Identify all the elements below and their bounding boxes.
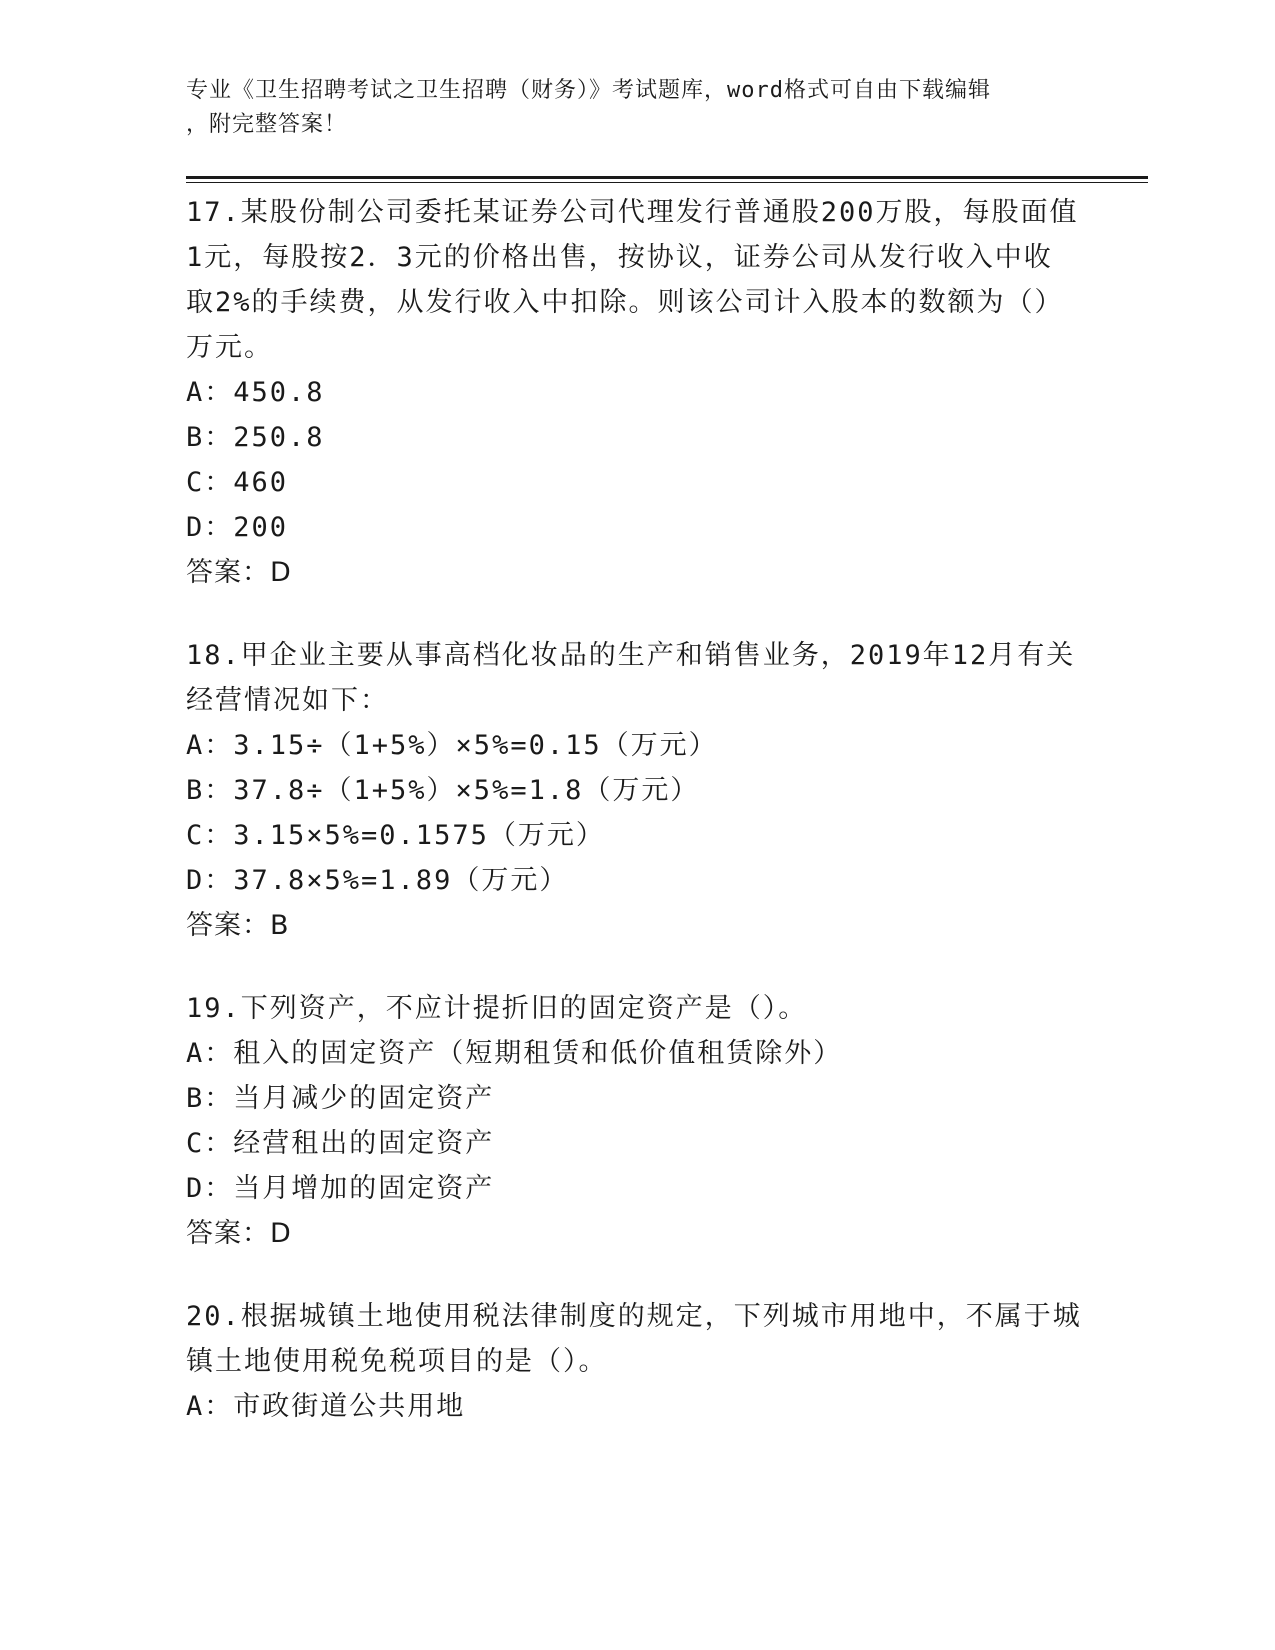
option-b: B：250.8 <box>186 422 325 453</box>
question-stem <box>186 633 1086 723</box>
stem-line: 20.根据城镇土地使用税法律制度的规定，下列城市用地中，不属于城 <box>186 1301 1082 1332</box>
option-a: A：450.8 <box>186 377 325 408</box>
answer-line: 答案：D <box>186 557 292 588</box>
question-list <box>186 190 1086 1467</box>
option-c: C：3.15×5%=0.1575（万元） <box>186 820 605 851</box>
question-18 <box>186 633 1086 948</box>
option-b: B：37.8÷（1+5%）×5%=1.8（万元） <box>186 775 700 806</box>
option-a: A：3.15÷（1+5%）×5%=0.15（万元） <box>186 730 718 761</box>
document-header <box>186 74 1066 142</box>
option-c: C：460 <box>186 467 289 498</box>
stem-line: 万元。 <box>186 332 273 363</box>
stem-line: 1元，每股按2．3元的价格出售，按协议，证券公司从发行收入中收 <box>186 242 1053 273</box>
option-b: B：当月减少的固定资产 <box>186 1083 495 1114</box>
question-17 <box>186 190 1086 595</box>
question-19 <box>186 986 1086 1256</box>
header-divider-thick <box>186 176 1148 179</box>
option-a: A：租入的固定资产（短期租赁和低价值租赁除外） <box>186 1038 843 1069</box>
option-d: D：当月增加的固定资产 <box>186 1173 495 1204</box>
answer-line: 答案：D <box>186 1218 292 1249</box>
question-stem <box>186 190 1086 370</box>
stem-line: 17.某股份制公司委托某证券公司代理发行普通股200万股，每股面值 <box>186 197 1079 228</box>
question-stem <box>186 1294 1086 1384</box>
stem-line: 取2%的手续费，从发行收入中扣除。则该公司计入股本的数额为（） <box>186 287 1064 318</box>
header-line-2: ，附完整答案！ <box>186 112 348 137</box>
stem-line: 镇土地使用税免税项目的是（）。 <box>186 1346 608 1377</box>
header-line-1: 专业《卫生招聘考试之卫生招聘（财务）》考试题库，word格式可自由下载编辑 <box>186 78 991 103</box>
stem-line: 经营情况如下： <box>186 685 389 716</box>
option-d: D：37.8×5%=1.89（万元） <box>186 865 569 896</box>
stem-line: 18.甲企业主要从事高档化妆品的生产和销售业务，2019年12月有关 <box>186 640 1076 671</box>
question-stem <box>186 986 1086 1031</box>
header-divider-thin <box>186 182 1148 183</box>
option-c: C：经营租出的固定资产 <box>186 1128 495 1159</box>
option-d: D：200 <box>186 512 289 543</box>
option-a: A：市政街道公共用地 <box>186 1391 466 1422</box>
question-20 <box>186 1294 1086 1429</box>
answer-line: 答案：B <box>186 910 290 941</box>
stem-line: 19.下列资产，不应计提折旧的固定资产是（）。 <box>186 993 808 1024</box>
